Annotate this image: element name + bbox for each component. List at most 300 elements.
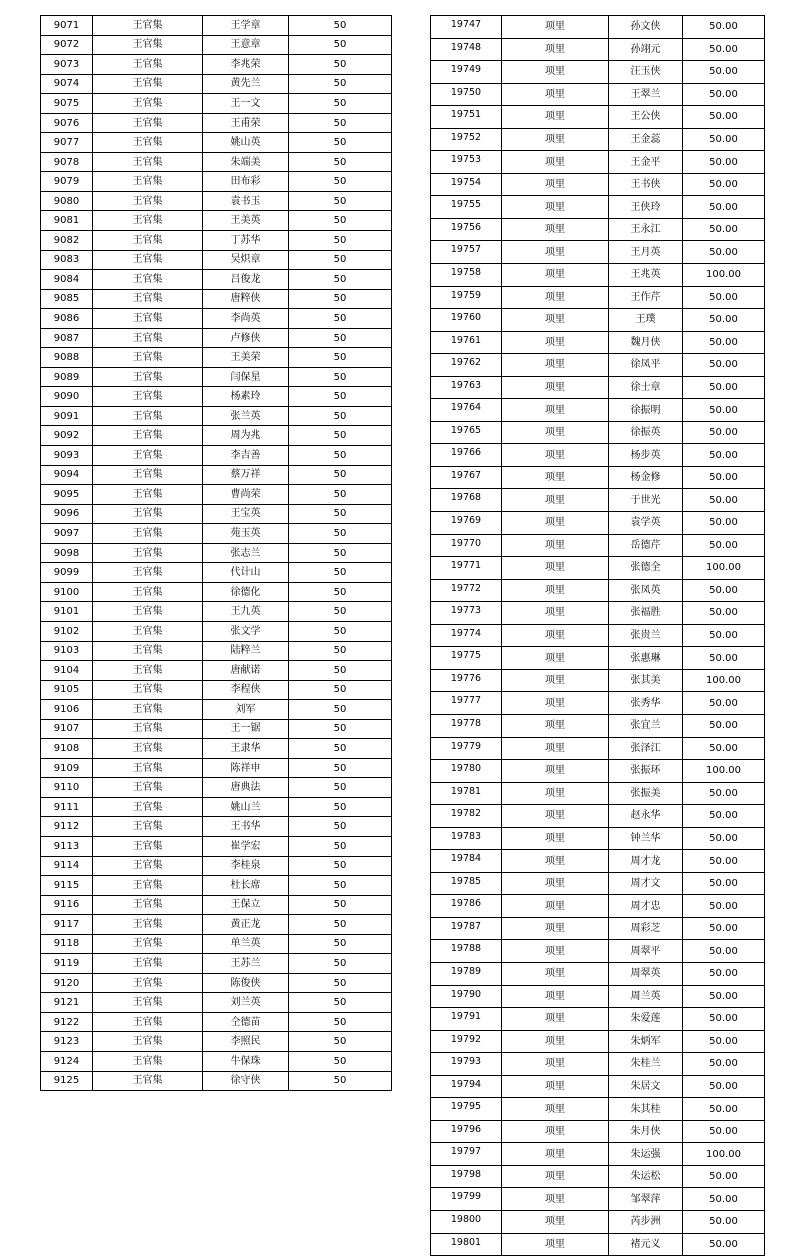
village-cell: 项里: [502, 151, 609, 174]
record-id-cell: 9091: [41, 406, 93, 426]
village-cell: 项里: [502, 760, 609, 783]
name-cell: 刘兰英: [203, 993, 289, 1013]
table-row: [41, 328, 392, 348]
amount-cell: 50.00: [683, 173, 765, 196]
name-cell: 王美英: [203, 211, 289, 231]
village-cell: 王官集: [93, 1012, 203, 1032]
village-cell: 王官集: [93, 113, 203, 133]
name-cell: 王侠玲: [609, 196, 683, 219]
name-cell: 唐典法: [203, 778, 289, 798]
table-row: [41, 191, 392, 211]
table-row: [41, 954, 392, 974]
amount-cell: 50.00: [683, 376, 765, 399]
amount-cell: 50: [289, 758, 392, 778]
amount-cell: 50: [289, 1071, 392, 1091]
record-id-cell: 19759: [431, 286, 502, 309]
table-row: [41, 1071, 392, 1091]
village-cell: 王官集: [93, 817, 203, 837]
village-cell: 项里: [502, 1120, 609, 1143]
record-id-cell: 9073: [41, 55, 93, 75]
amount-cell: 50.00: [683, 512, 765, 535]
table-row: [431, 128, 765, 151]
table-row: [431, 1030, 765, 1053]
record-id-cell: 9124: [41, 1051, 93, 1071]
table-row: [431, 83, 765, 106]
amount-cell: 50: [289, 915, 392, 935]
village-cell: 项里: [502, 647, 609, 670]
name-cell: 王甫荣: [203, 113, 289, 133]
name-cell: 王九英: [203, 602, 289, 622]
name-cell: 王隶华: [203, 739, 289, 759]
name-cell: 徐守侠: [203, 1071, 289, 1091]
name-cell: 于世光: [609, 489, 683, 512]
name-cell: 王书华: [203, 817, 289, 837]
name-cell: 吕俊龙: [203, 270, 289, 290]
amount-cell: 50.00: [683, 444, 765, 467]
amount-cell: 50.00: [683, 624, 765, 647]
record-id-cell: 9075: [41, 94, 93, 114]
name-cell: 陈俊侠: [203, 973, 289, 993]
record-id-cell: 9072: [41, 35, 93, 55]
amount-cell: 50: [289, 954, 392, 974]
record-id-cell: 19768: [431, 489, 502, 512]
record-id-cell: 19761: [431, 331, 502, 354]
table-row: [431, 917, 765, 940]
village-cell: 王官集: [93, 211, 203, 231]
amount-cell: 50: [289, 973, 392, 993]
record-id-cell: 19778: [431, 714, 502, 737]
name-cell: 徐凤平: [609, 354, 683, 377]
table-row: [431, 602, 765, 625]
village-cell: 项里: [502, 557, 609, 580]
record-id-cell: 9096: [41, 504, 93, 524]
village-cell: 项里: [502, 376, 609, 399]
amount-cell: 50.00: [683, 399, 765, 422]
record-id-cell: 19749: [431, 61, 502, 84]
table-row: [41, 582, 392, 602]
village-cell: 王官集: [93, 895, 203, 915]
record-id-cell: 9118: [41, 934, 93, 954]
record-id-cell: 19769: [431, 512, 502, 535]
name-cell: 李尚英: [203, 309, 289, 329]
table-row: [431, 1120, 765, 1143]
name-cell: 李程侠: [203, 680, 289, 700]
village-cell: 王官集: [93, 797, 203, 817]
record-id-cell: 19796: [431, 1120, 502, 1143]
table-row: [41, 993, 392, 1013]
name-cell: 芮步洲: [609, 1210, 683, 1233]
village-cell: 项里: [502, 624, 609, 647]
record-id-cell: 19757: [431, 241, 502, 264]
table-row: [431, 872, 765, 895]
table-row: [431, 196, 765, 219]
table-row: [431, 38, 765, 61]
record-id-cell: 19747: [431, 16, 502, 39]
record-id-cell: 19787: [431, 917, 502, 940]
village-cell: 王官集: [93, 856, 203, 876]
village-cell: 王官集: [93, 309, 203, 329]
village-cell: 项里: [502, 805, 609, 828]
table-row: [41, 778, 392, 798]
amount-cell: 50: [289, 446, 392, 466]
amount-cell: 50: [289, 309, 392, 329]
record-id-cell: 19789: [431, 962, 502, 985]
table-row: [431, 421, 765, 444]
village-cell: 王官集: [93, 74, 203, 94]
record-id-cell: 9101: [41, 602, 93, 622]
amount-cell: 50: [289, 250, 392, 270]
village-cell: 王官集: [93, 250, 203, 270]
table-row: [431, 151, 765, 174]
table-row: [431, 1210, 765, 1233]
name-cell: 周兰英: [609, 985, 683, 1008]
amount-cell: 50: [289, 387, 392, 407]
record-id-cell: 9119: [41, 954, 93, 974]
village-cell: 王官集: [93, 719, 203, 739]
amount-cell: 50: [289, 856, 392, 876]
village-cell: 王官集: [93, 758, 203, 778]
village-cell: 项里: [502, 489, 609, 512]
amount-cell: 50.00: [683, 805, 765, 828]
table-row: [41, 113, 392, 133]
amount-cell: 50: [289, 895, 392, 915]
village-cell: 项里: [502, 872, 609, 895]
record-id-cell: 19770: [431, 534, 502, 557]
village-cell: 项里: [502, 83, 609, 106]
amount-cell: 50: [289, 348, 392, 368]
village-cell: 王官集: [93, 973, 203, 993]
table-row: [41, 231, 392, 251]
amount-cell: 50: [289, 700, 392, 720]
name-cell: 代计山: [203, 563, 289, 583]
amount-cell: 50: [289, 797, 392, 817]
table-row: [41, 465, 392, 485]
amount-cell: 50.00: [683, 151, 765, 174]
amount-cell: 50: [289, 231, 392, 251]
amount-cell: 50.00: [683, 692, 765, 715]
village-cell: 项里: [502, 286, 609, 309]
amount-cell: 50.00: [683, 128, 765, 151]
record-id-cell: 19758: [431, 264, 502, 287]
amount-cell: 50: [289, 817, 392, 837]
amount-cell: 50.00: [683, 421, 765, 444]
table-row: [41, 1032, 392, 1052]
name-cell: 王金平: [609, 151, 683, 174]
record-id-cell: 19751: [431, 106, 502, 129]
name-cell: 杜长席: [203, 876, 289, 896]
village-cell: 项里: [502, 827, 609, 850]
record-id-cell: 9090: [41, 387, 93, 407]
village-cell: 项里: [502, 399, 609, 422]
amount-cell: 50.00: [683, 241, 765, 264]
village-cell: 王官集: [93, 172, 203, 192]
record-id-cell: 9093: [41, 446, 93, 466]
village-cell: 项里: [502, 1075, 609, 1098]
amount-cell: 50: [289, 1032, 392, 1052]
village-cell: 项里: [502, 331, 609, 354]
amount-cell: 50: [289, 993, 392, 1013]
record-id-cell: 9097: [41, 524, 93, 544]
amount-cell: 50: [289, 426, 392, 446]
village-cell: 王官集: [93, 915, 203, 935]
amount-cell: 50.00: [683, 940, 765, 963]
record-id-cell: 9098: [41, 543, 93, 563]
village-cell: 项里: [502, 1030, 609, 1053]
record-id-cell: 19785: [431, 872, 502, 895]
amount-cell: 50: [289, 602, 392, 622]
village-cell: 项里: [502, 1188, 609, 1211]
table-row: [41, 504, 392, 524]
table-row: [431, 624, 765, 647]
village-cell: 项里: [502, 354, 609, 377]
amount-cell: 50.00: [683, 1120, 765, 1143]
table-row: [431, 61, 765, 84]
amount-cell: 50: [289, 582, 392, 602]
amount-cell: 50.00: [683, 850, 765, 873]
village-cell: 项里: [502, 444, 609, 467]
village-cell: 王官集: [93, 328, 203, 348]
amount-cell: 50.00: [683, 737, 765, 760]
record-id-cell: 9110: [41, 778, 93, 798]
record-id-cell: 19754: [431, 173, 502, 196]
name-cell: 张泽江: [609, 737, 683, 760]
amount-cell: 50: [289, 934, 392, 954]
village-cell: 项里: [502, 421, 609, 444]
amount-cell: 50.00: [683, 534, 765, 557]
table-row: [431, 309, 765, 332]
village-cell: 王官集: [93, 700, 203, 720]
record-id-cell: 19799: [431, 1188, 502, 1211]
table-row: [431, 331, 765, 354]
village-cell: 项里: [502, 962, 609, 985]
amount-cell: 50: [289, 133, 392, 153]
amount-cell: 50: [289, 465, 392, 485]
amount-cell: 50.00: [683, 782, 765, 805]
record-id-cell: 19772: [431, 579, 502, 602]
table-row: [41, 348, 392, 368]
name-cell: 徐德化: [203, 582, 289, 602]
village-cell: 王官集: [93, 563, 203, 583]
name-cell: 张宜兰: [609, 714, 683, 737]
table-row: [431, 895, 765, 918]
name-cell: 闫保星: [203, 367, 289, 387]
amount-cell: 50.00: [683, 1233, 765, 1256]
table-row: [431, 1233, 765, 1256]
village-cell: 项里: [502, 173, 609, 196]
record-id-cell: 19752: [431, 128, 502, 151]
name-cell: 黄先兰: [203, 74, 289, 94]
record-id-cell: 19773: [431, 602, 502, 625]
amount-cell: 50: [289, 74, 392, 94]
name-cell: 王月英: [609, 241, 683, 264]
name-cell: 王一锯: [203, 719, 289, 739]
record-id-cell: 9125: [41, 1071, 93, 1091]
name-cell: 张德全: [609, 557, 683, 580]
name-cell: 徐振明: [609, 399, 683, 422]
village-cell: 王官集: [93, 270, 203, 290]
table-row: [431, 850, 765, 873]
amount-cell: 50.00: [683, 917, 765, 940]
village-cell: 项里: [502, 218, 609, 241]
record-id-cell: 19783: [431, 827, 502, 850]
name-cell: 赵永华: [609, 805, 683, 828]
village-cell: 项里: [502, 38, 609, 61]
village-cell: 王官集: [93, 641, 203, 661]
village-cell: 王官集: [93, 876, 203, 896]
table-row: [41, 543, 392, 563]
village-cell: 项里: [502, 985, 609, 1008]
table-row: [41, 446, 392, 466]
table-row: [41, 387, 392, 407]
amount-cell: 50.00: [683, 106, 765, 129]
amount-cell: 50: [289, 719, 392, 739]
record-id-cell: 9114: [41, 856, 93, 876]
amount-cell: 50: [289, 543, 392, 563]
name-cell: 张凤英: [609, 579, 683, 602]
table-row: [41, 856, 392, 876]
name-cell: 单兰英: [203, 934, 289, 954]
name-cell: 王一文: [203, 94, 289, 114]
amount-cell: 50: [289, 113, 392, 133]
table-row: [41, 1012, 392, 1032]
table-row: [431, 264, 765, 287]
table-row: [41, 797, 392, 817]
name-cell: 朱运强: [609, 1143, 683, 1166]
amount-cell: 50: [289, 406, 392, 426]
name-cell: 崔学宏: [203, 836, 289, 856]
amount-cell: 50: [289, 778, 392, 798]
name-cell: 朱炳军: [609, 1030, 683, 1053]
village-cell: 王官集: [93, 582, 203, 602]
village-cell: 项里: [502, 917, 609, 940]
village-cell: 项里: [502, 466, 609, 489]
amount-cell: 100.00: [683, 264, 765, 287]
record-id-cell: 19784: [431, 850, 502, 873]
record-id-cell: 9087: [41, 328, 93, 348]
table-row: [431, 985, 765, 1008]
name-cell: 周翠英: [609, 962, 683, 985]
table-row: [41, 1051, 392, 1071]
record-id-cell: 9071: [41, 16, 93, 36]
table-row: [431, 1165, 765, 1188]
name-cell: 张兰英: [203, 406, 289, 426]
name-cell: 唐献诺: [203, 661, 289, 681]
village-cell: 王官集: [93, 993, 203, 1013]
amount-cell: 50: [289, 55, 392, 75]
record-id-cell: 9079: [41, 172, 93, 192]
record-id-cell: 19779: [431, 737, 502, 760]
record-id-cell: 9112: [41, 817, 93, 837]
table-row: [41, 172, 392, 192]
name-cell: 周翠平: [609, 940, 683, 963]
amount-cell: 50.00: [683, 985, 765, 1008]
record-id-cell: 19795: [431, 1098, 502, 1121]
name-cell: 张振美: [609, 782, 683, 805]
table-row: [41, 700, 392, 720]
record-id-cell: 19755: [431, 196, 502, 219]
record-id-cell: 9116: [41, 895, 93, 915]
table-row: [41, 35, 392, 55]
record-id-cell: 9077: [41, 133, 93, 153]
name-cell: 王金蕊: [609, 128, 683, 151]
record-id-cell: 19798: [431, 1165, 502, 1188]
name-cell: 王保立: [203, 895, 289, 915]
village-cell: 项里: [502, 128, 609, 151]
village-cell: 项里: [502, 850, 609, 873]
village-cell: 王官集: [93, 152, 203, 172]
village-cell: 项里: [502, 106, 609, 129]
record-id-cell: 9111: [41, 797, 93, 817]
record-id-cell: 19776: [431, 669, 502, 692]
village-cell: 王官集: [93, 739, 203, 759]
table-row: [431, 354, 765, 377]
record-id-cell: 9106: [41, 700, 93, 720]
record-id-cell: 19801: [431, 1233, 502, 1256]
village-cell: 项里: [502, 196, 609, 219]
record-id-cell: 9121: [41, 993, 93, 1013]
name-cell: 王书侠: [609, 173, 683, 196]
record-id-cell: 9099: [41, 563, 93, 583]
table-row: [41, 250, 392, 270]
amount-cell: 50.00: [683, 1075, 765, 1098]
table-row: [431, 760, 765, 783]
name-cell: 王苏兰: [203, 954, 289, 974]
amount-cell: 100.00: [683, 760, 765, 783]
name-cell: 汪玉侠: [609, 61, 683, 84]
record-id-cell: 19753: [431, 151, 502, 174]
name-cell: 李吉善: [203, 446, 289, 466]
table-row: [431, 466, 765, 489]
name-cell: 李照民: [203, 1032, 289, 1052]
table-row: [41, 94, 392, 114]
village-cell: 王官集: [93, 446, 203, 466]
table-row: [431, 218, 765, 241]
village-cell: 王官集: [93, 661, 203, 681]
record-id-cell: 19792: [431, 1030, 502, 1053]
table-row: [431, 534, 765, 557]
name-cell: 周才文: [609, 872, 683, 895]
record-id-cell: 9104: [41, 661, 93, 681]
name-cell: 褚元义: [609, 1233, 683, 1256]
village-cell: 项里: [502, 16, 609, 39]
amount-cell: 50: [289, 35, 392, 55]
table-row: [41, 485, 392, 505]
amount-cell: 50.00: [683, 196, 765, 219]
amount-cell: 50.00: [683, 286, 765, 309]
name-cell: 周彩芝: [609, 917, 683, 940]
amount-cell: 50: [289, 836, 392, 856]
table-row: [431, 737, 765, 760]
name-cell: 王意章: [203, 35, 289, 55]
table-row: [41, 211, 392, 231]
name-cell: 苑玉英: [203, 524, 289, 544]
record-id-cell: 9113: [41, 836, 93, 856]
village-cell: 项里: [502, 895, 609, 918]
amount-cell: 50: [289, 16, 392, 36]
name-cell: 王学章: [203, 16, 289, 36]
amount-cell: 50: [289, 367, 392, 387]
village-cell: 王官集: [93, 1071, 203, 1091]
name-cell: 魏月侠: [609, 331, 683, 354]
name-cell: 王公侠: [609, 106, 683, 129]
record-id-cell: 9102: [41, 621, 93, 641]
record-id-cell: 19790: [431, 985, 502, 1008]
name-cell: 杨金修: [609, 466, 683, 489]
record-id-cell: 19762: [431, 354, 502, 377]
amount-cell: 50: [289, 191, 392, 211]
table-row: [431, 692, 765, 715]
record-id-cell: 9100: [41, 582, 93, 602]
